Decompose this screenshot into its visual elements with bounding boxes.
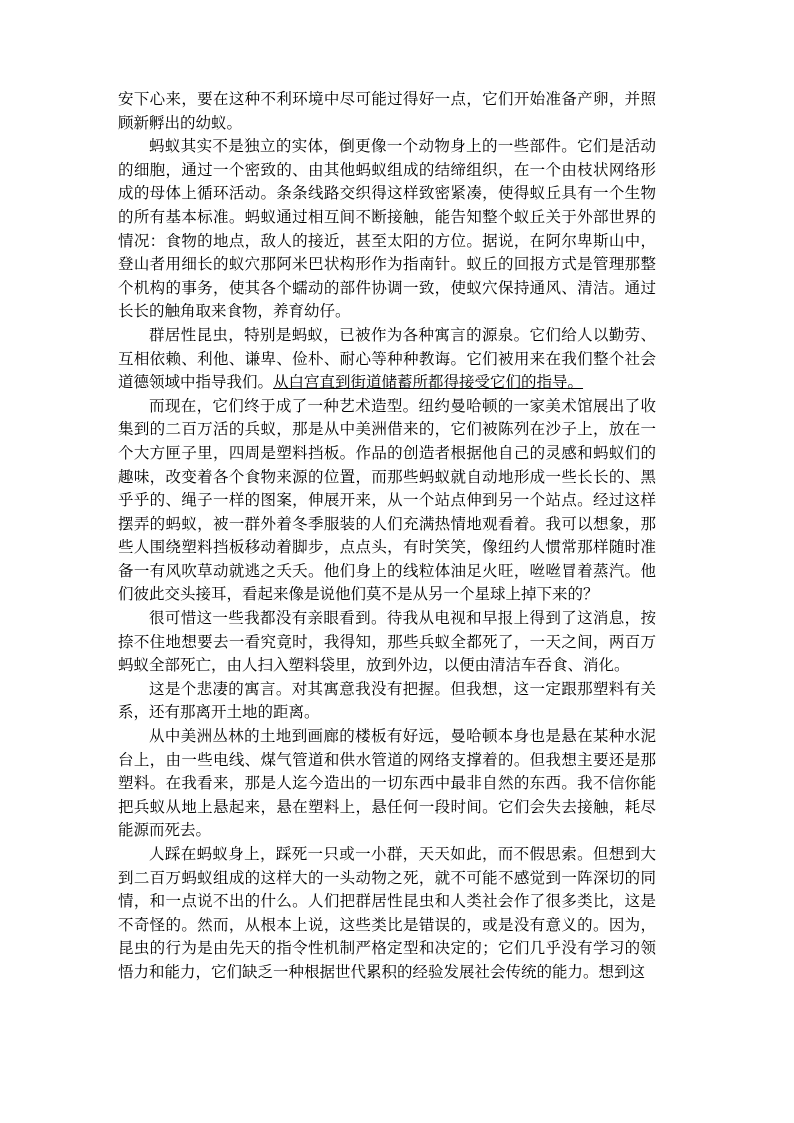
underlined-sentence: 从白宫直到街道储蓄所都得接受它们的指导。 <box>273 373 584 392</box>
paragraph-human-analogy <box>118 843 656 985</box>
paragraph-text: 人踩在蚂蚁身上，踩死一只或一小群，天天如此，而不假思索。但想到大到二百万蚂蚁组成的这样大的一头动物之死，就不可能不感觉到一阵深切的同情，和一点说不出的什么。人们把群居性昆虫和人类社会作了很多类比，这是不奇怪的。然而，从根本上说，这些类比是错误的，或是没有意义的。因为，昆虫的行为是由先天的指令性机制严格定型和决定的；它们几乎没有学习的领悟力和能力，它们缺乏一种根据世代累积的经验发展社会传统的能力。想到这 <box>118 845 656 981</box>
paragraph-text: 而现在，它们终于成了一种艺术造型。纽约曼哈顿的一家美术馆展出了收集到的二百万活的兵蚁，那是从中美洲借来的，它们被陈列在沙子上，放在一个大方匣子里，四周是塑料挡板。作品的创造者根据他自己的灵感和蚂蚁们的趣味，改变着各个食物来源的位置，而那些蚂蚁就自动地形成一些长长的、黑乎乎的、绳子一样的图案，伸展开来，从一个站点伸到另一个站点。经过这样摆弄的蚂蚁，被一群外着冬季服装的人们充满热情地观看着。我可以想象，那些人围绕塑料挡板移动着脚步，点点头，有时笑笑，像纽约人惯常那样随时准备一有风吹草动就逃之夭夭。他们身上的线粒体油足火旺，咝咝冒着蒸汽。他们彼此交头接耳，看起来像是说他们莫不是从另一个星球上掉下来的？ <box>118 396 656 604</box>
paragraph-ants-as-organism <box>118 135 656 324</box>
paragraph-sad-fable <box>118 678 656 725</box>
paragraph-text: 从中美洲丛林的土地到画廊的楼板有好远，曼哈顿本身也是悬在某种水泥台上，由一些电线、煤气管道和供水管道的网络支撑着的。但我想主要还是那塑料。在我看来，那是人迄今造出的一切东西中最非自然的东西。我不信你能把兵蚁从地上悬起来，悬在塑料上，悬任何一段时间。它们会失去接触，耗尽能源而死去。 <box>118 727 656 840</box>
paragraph-plastic <box>118 725 656 843</box>
document-body <box>118 88 656 985</box>
paragraph-text: 蚂蚁其实不是独立的实体，倒更像一个动物身上的一些部件。它们是活动的细胞，通过一个密致的、由其他蚂蚁组成的结缔组织，在一个由枝状网络形成的母体上循环活动。条条线路交织得这样致密紧凑，使得蚁丘具有一个生物的所有基本标准。蚂蚁通过相互间不断接触，能告知整个蚁丘关于外部世界的情况：食物的地点，敌人的接近，甚至太阳的方位。据说，在阿尔卑斯山中，登山者用细长的蚁穴那阿米巴状构形作为指南针。蚁丘的回报方式是管理那整个机构的事务，使其各个蠕动的部件协调一致，使蚁穴保持通风、清洁。通过长长的触角取来食物，养育幼仔。 <box>118 137 656 321</box>
paragraph-continued <box>118 88 656 135</box>
paragraph-art-exhibit <box>118 395 656 607</box>
paragraph-text: 安下心来，要在这种不利环境中尽可能过得好一点，它们开始准备产卵，并照顾新孵出的幼蚁。 <box>118 90 656 132</box>
paragraph-social-insects-fables <box>118 324 656 395</box>
paragraph-text: 很可惜这一些我都没有亲眼看到。待我从电视和早报上得到了这消息，按捺不住地想要去一看究竟时，我得知，那些兵蚁全都死了，一天之间，两百万蚂蚁全部死亡，由人扫入塑料袋里，放到外边，以便由清洁车吞食、消化。 <box>118 609 656 675</box>
paragraph-text: 群居性昆虫，特别是蚂蚁，已被作为各种寓言的源泉。它们给人以勤劳、互相依赖、利他、谦卑、俭朴、耐心等种种教诲。它们被用来在我们整个社会道德领域中指导我们。 <box>118 325 656 392</box>
paragraph-ants-died <box>118 607 656 678</box>
paragraph-text: 这是个悲凄的寓言。对其寓意我没有把握。但我想，这一定跟那塑料有关系，还有那离开土地的距离。 <box>118 679 656 722</box>
